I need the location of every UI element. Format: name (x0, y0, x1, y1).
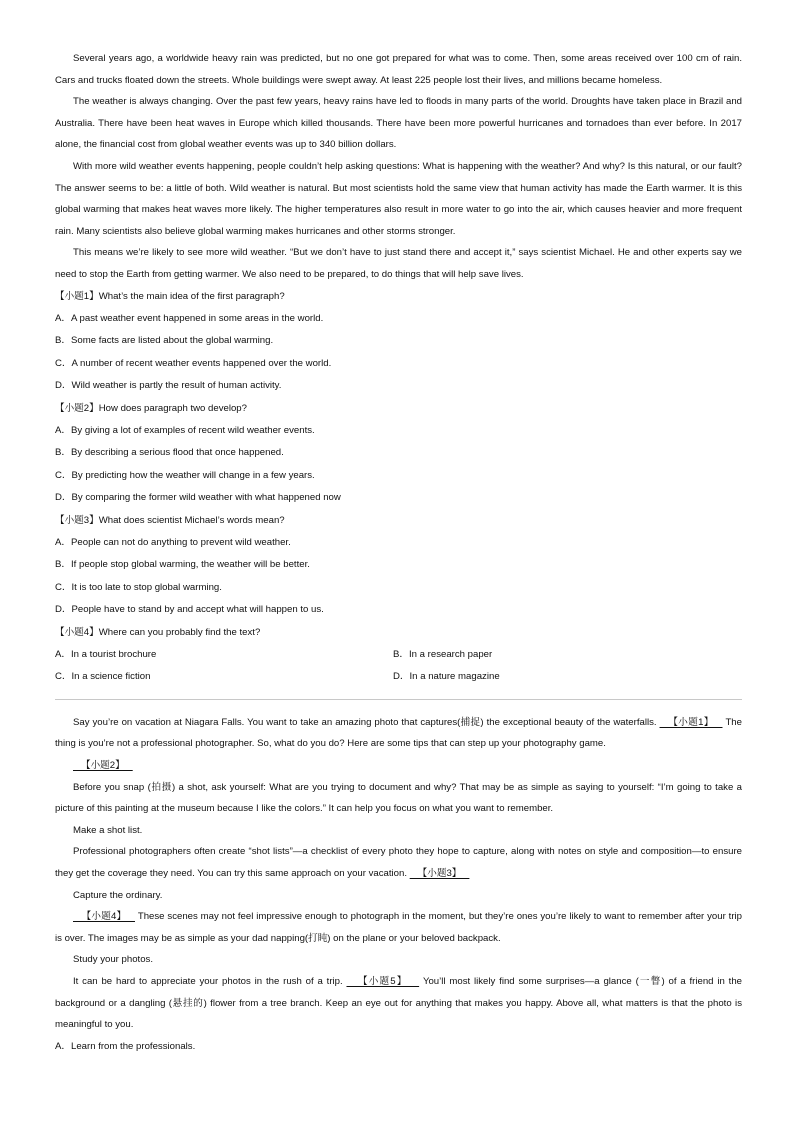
blank-2: 【小题2】 (73, 760, 133, 772)
option-a: A．A past weather event happened in some areas in the world. (55, 312, 324, 324)
option-b: B．In a research paper (393, 649, 493, 661)
text: Professional photographers often create “shot lists”—a checklist of every photo they hope to capture, along with notes on style and composition—to ensure they get the coverage they need. You can try this same approach on your vacation. (55, 846, 742, 879)
passage-2 (55, 712, 742, 1058)
paragraph-4: This means we’re likely to see more wild weather. “But we don’t have to just stand there and accept it,” says scientist Michael. He and other experts say we need to stop the Earth from getting warmer. We also need to be prepared, to do things that will help save lives. (55, 247, 742, 280)
option-row (55, 666, 742, 688)
option-d: D．Wild weather is partly the result of human activity. (55, 380, 282, 392)
paragraph-3: With more wild weather events happening, people couldn’t help asking questions: What is happening with the weather? And why? Is this natural, or our fault? The answer seems to be: a little of both. Wild weather is natural. But most scientists hold the same view that human activity has made the Earth warmer. It is this global warming that makes heat waves more likely. The higher temperatures also result in more water to go into the air, which causes heavier and more frequent rain. Many scientists also believe global warming makes hurricanes and other storms stronger. (55, 160, 742, 237)
paragraph-1: Several years ago, a worldwide heavy rain was predicted, but no one got prepared for what was to come. Then, some areas received over 100 cm of rain. Cars and trucks floated down the streets. Whole buildings were swept away. At least 225 people lost their lives, and millions became homeless. (55, 53, 742, 86)
option-b: B．Some facts are listed about the global warming. (55, 335, 274, 347)
text: These scenes may not feel impressive enough to photograph in the moment, but they’re ones you’re likely to want to remember after your trip is over. The images may be as simple as your dad napping(打盹) on the plane or your beloved backpack. (55, 911, 742, 944)
option-d: D．In a nature magazine (393, 671, 500, 683)
blank-5: 【小题5】 (346, 975, 420, 987)
blank-3: 【小题3】 (409, 868, 470, 879)
paragraph-3 (55, 841, 742, 884)
option-a: A．People can not do anything to prevent wild weather. (55, 537, 291, 548)
question-stem: 【小题3】What does scientist Michael’s words mean? (55, 514, 285, 526)
section-divider (55, 699, 742, 700)
question-3 (55, 510, 742, 622)
option-row (55, 644, 742, 666)
question-2 (55, 398, 742, 510)
text: It can be hard to appreciate your photos in the rush of a trip. (73, 975, 347, 987)
option-c: C．A number of recent weather events happened over the world. (55, 357, 332, 369)
blank-line-2 (55, 755, 742, 777)
paragraph-5 (55, 971, 742, 1036)
option-c: C．It is too late to stop global warming. (55, 581, 222, 593)
paragraph-2: Before you snap (拍摄) a shot, ask yourself: What are you trying to document and why? That may be as simple as saying to yourself: “I’m going to take a picture of this painting at the museum because I like the colors.” It can help you focus on what you want to remember. (55, 781, 742, 815)
option-c: C．In a science fiction (55, 671, 151, 683)
option-d: D．By comparing the former wild weather with what happened now (55, 492, 341, 504)
text: The thing is you’re not a professional photographer. So, what do you do? Here are some tips that can step up your photography game. (55, 716, 742, 750)
question-stem: 【小题2】How does paragraph two develop? (55, 402, 247, 414)
question-1 (55, 286, 742, 398)
option-b: B．By describing a serious flood that once happened. (55, 447, 284, 459)
blank-4: 【小题4】 (73, 911, 135, 923)
heading-shot-list: Make a shot list. (73, 824, 143, 836)
passage-1 (55, 48, 742, 689)
question-stem: 【小题4】Where can you probably find the text? (55, 626, 261, 638)
option-b: B．If people stop global warming, the weather will be better. (55, 559, 310, 571)
option-c: C．By predicting how the weather will change in a few years. (55, 469, 315, 481)
option-a: A．In a tourist brochure (55, 649, 157, 661)
text: Say you’re on vacation at Niagara Falls. You want to take an amazing photo that captures(捕捉) the exceptional beauty of the waterfalls. (73, 716, 660, 728)
option-a: A．By giving a lot of examples of recent wild weather events. (55, 424, 315, 436)
paragraph-2: The weather is always changing. Over the past few years, heavy rains have led to floods in many parts of the world. Droughts have taken place in Brazil and Australia. There have been heat waves in Europe which killed thousands. There have been more powerful hurricanes and tornadoes than ever before. In 2017 alone, the financial cost from global weather events was up to 340 billion dollars. (55, 96, 742, 151)
question-stem: 【小题1】What’s the main idea of the first paragraph? (55, 290, 285, 302)
option-a: A．Learn from the professionals. (55, 1040, 196, 1052)
question-4 (55, 622, 742, 689)
text: You’ll most likely find some surprises—a glance (一瞥) of a friend in the background or a dangling (悬挂的) flower from a tree branch. Keep an eye out for anything that makes you happy. Above all, what matters is that the photo is meaningful to you. (55, 975, 742, 1031)
paragraph-4 (55, 906, 742, 949)
heading-study: Study your photos. (73, 954, 153, 966)
option-d: D．People have to stand by and accept what will happen to us. (55, 604, 324, 616)
blank-1: 【小题1】 (659, 716, 723, 728)
paragraph-1 (55, 712, 742, 755)
heading-ordinary: Capture the ordinary. (73, 889, 163, 901)
